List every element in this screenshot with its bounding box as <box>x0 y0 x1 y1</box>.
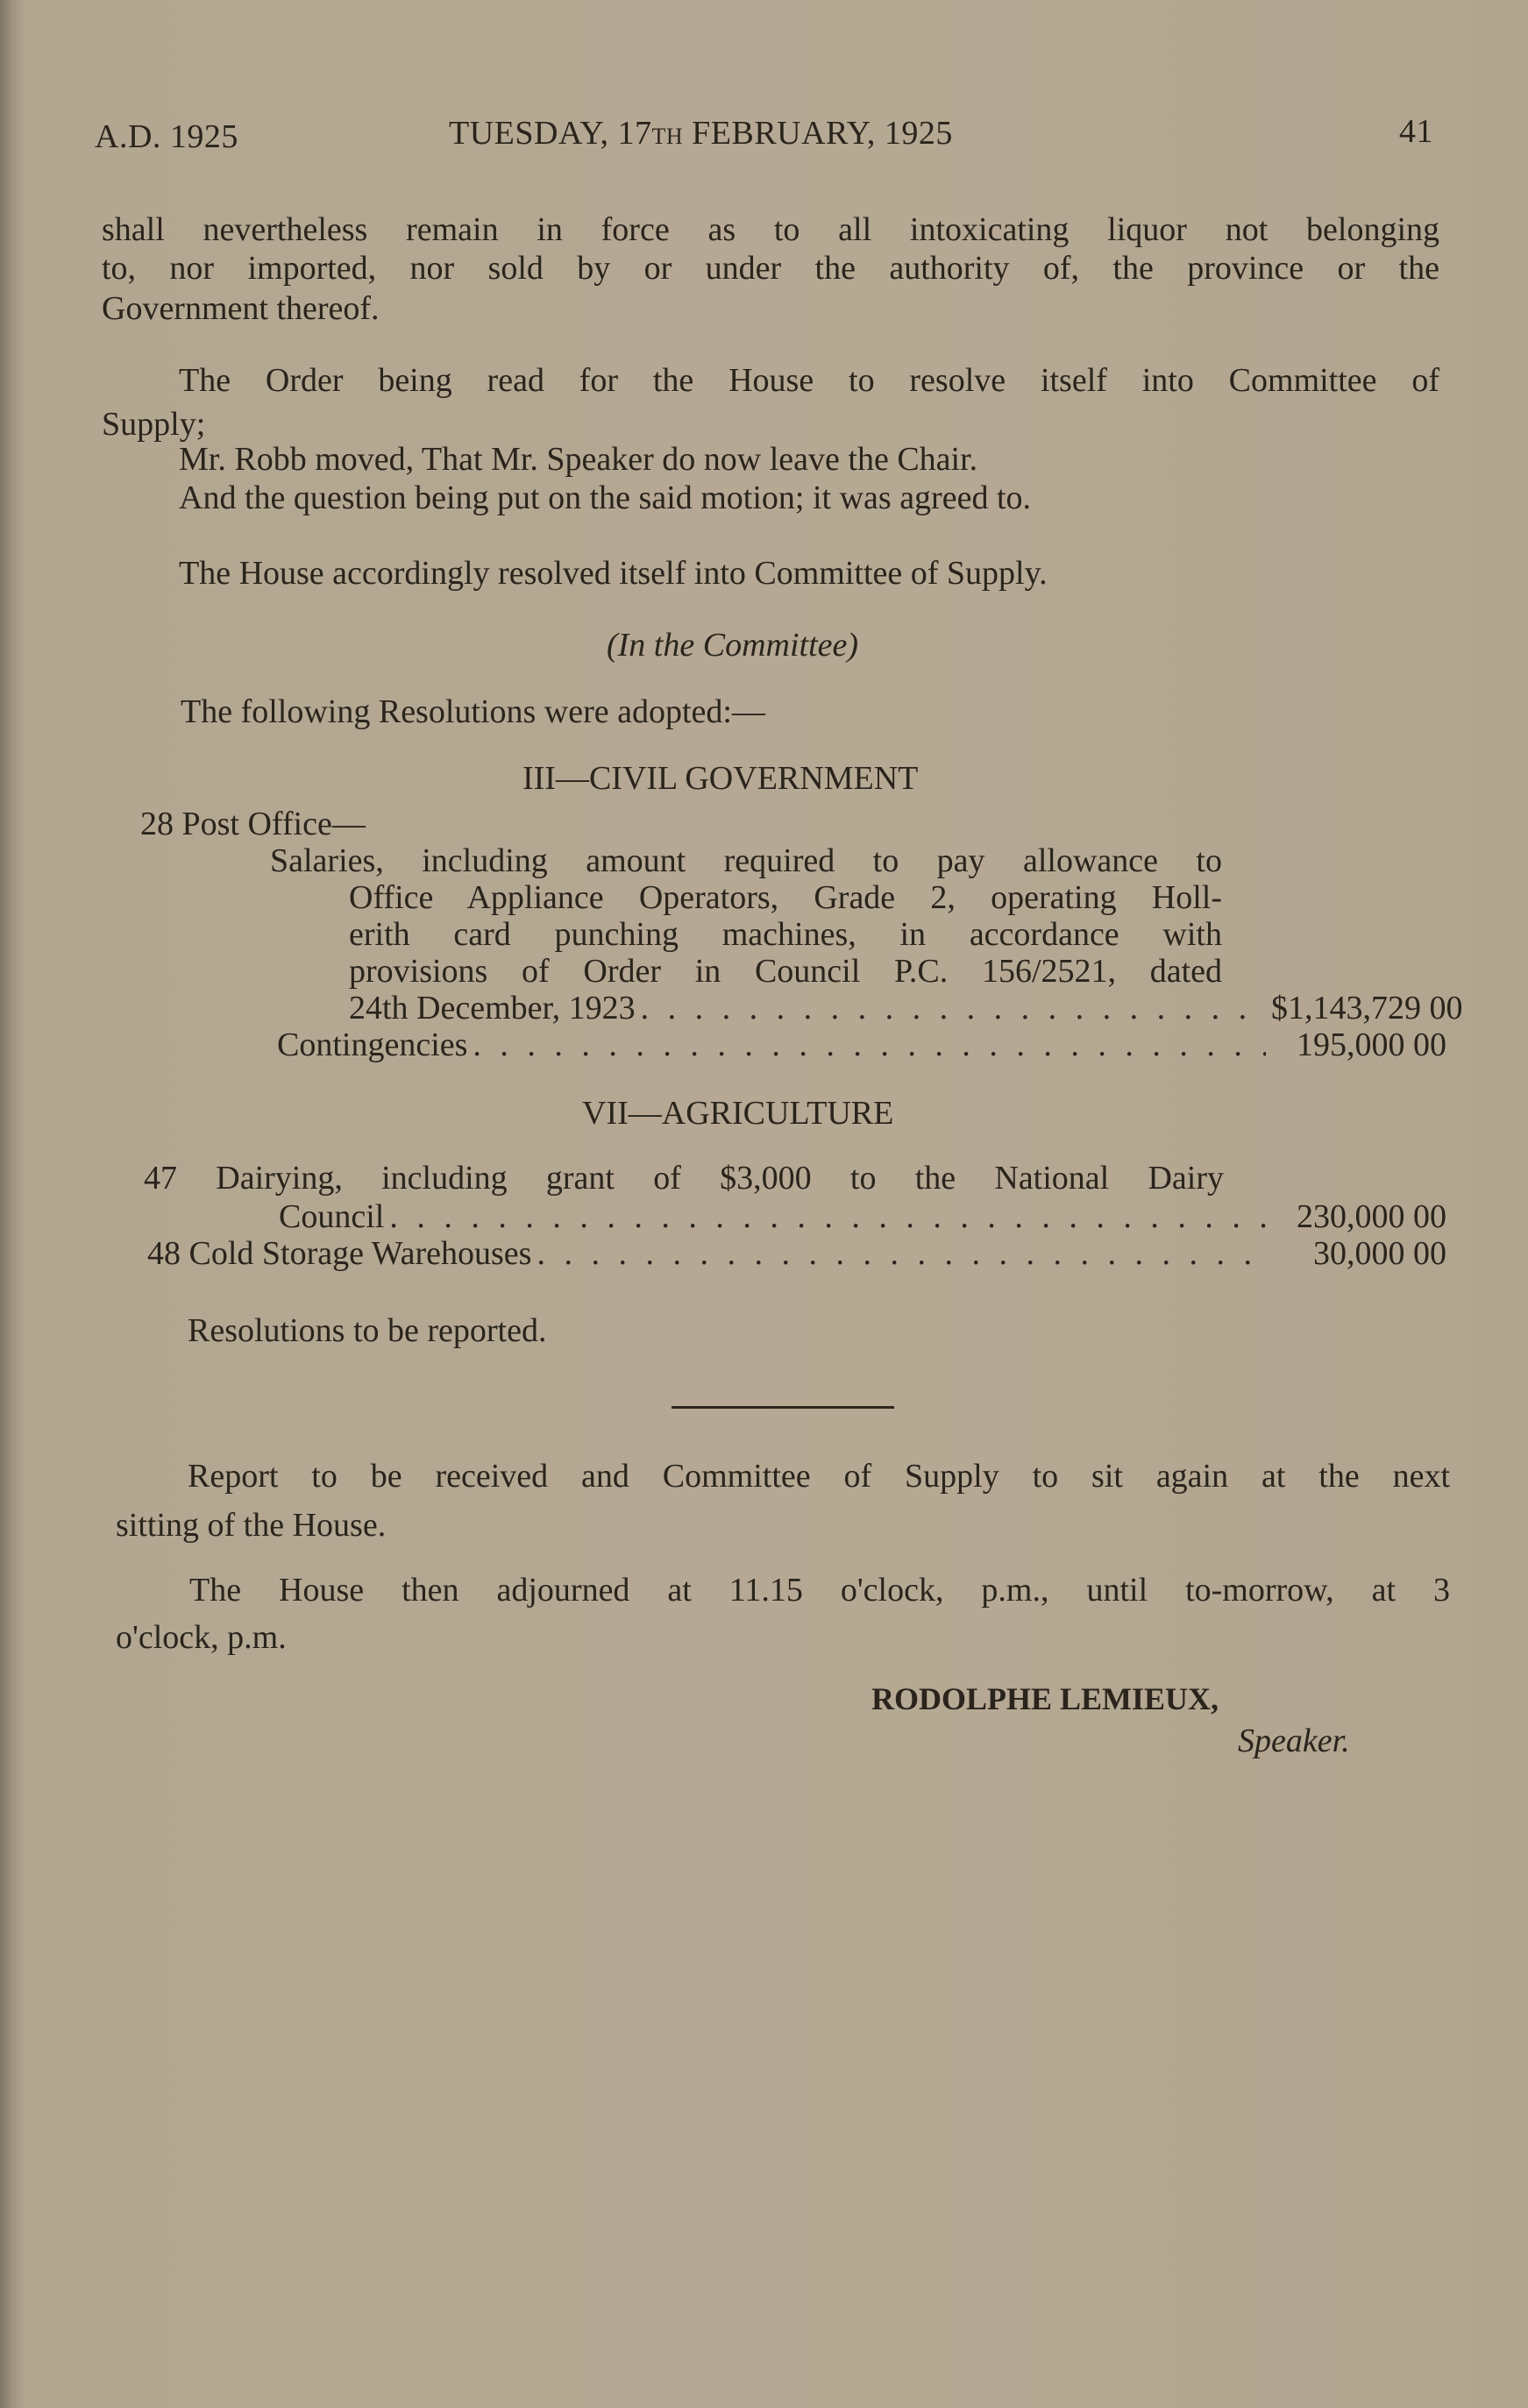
header-date-post: FEBRUARY, 1925 <box>683 115 953 152</box>
report-line1: Report to be received and Committee of Supply to sit again at the next <box>188 1458 1450 1495</box>
item-47-amount: 230,000 00 <box>1297 1198 1446 1235</box>
para6: The following Resolutions were adopted:— <box>181 693 765 730</box>
para1-line2: to, nor imported, nor sold by or under the authority of, the province or the <box>102 250 1439 287</box>
item-47-line2: Council <box>279 1198 385 1235</box>
item-48-row <box>147 1234 1446 1273</box>
salaries-line2: Office Appliance Operators, Grade 2, operating Holl- <box>349 879 1222 916</box>
para4: And the question being put on the said motion; it was agreed to. <box>179 479 1032 516</box>
adjourn-line1: The House then adjourned at 11.15 o'clock, p.m., until to-morrow, at 3 <box>189 1572 1450 1609</box>
page-number: 41 <box>1399 113 1433 150</box>
salaries-line4: provisions of Order in Council P.C. 156/2521, dated <box>349 953 1222 990</box>
item-48-label: 48 Cold Storage Warehouses <box>147 1235 532 1272</box>
dot-leader <box>641 989 1266 1027</box>
signatory-name: RODOLPHE LEMIEUX, <box>871 1681 1219 1716</box>
para5: The House accordingly resolved itself into Committee of Supply. <box>179 555 1048 592</box>
item-47-line1: 47 Dairying, including grant of $3,000 to the National Dairy <box>144 1160 1224 1197</box>
para3: Mr. Robb moved, That Mr. Speaker do now leave the Chair. <box>179 441 978 478</box>
salaries-line5-row <box>349 989 1463 1027</box>
item-28-title: 28 Post Office— <box>140 806 366 842</box>
dot-leader <box>537 1234 1266 1273</box>
dot-leader <box>473 1026 1266 1064</box>
contingencies-amount: 195,000 00 <box>1297 1026 1446 1063</box>
heading-agriculture: VII—AGRICULTURE <box>582 1095 894 1132</box>
resolutions-reported: Resolutions to be reported. <box>188 1312 547 1349</box>
para1-line1: shall nevertheless remain in force as to all intoxicating liquor not belonging <box>102 211 1439 248</box>
dot-leader <box>389 1197 1266 1236</box>
adjourn-line2: o'clock, p.m. <box>116 1619 287 1656</box>
header-date <box>449 114 953 153</box>
salaries-line3: erith card punching machines, in accordance with <box>349 916 1222 953</box>
para2-line1: The Order being read for the House to resolve itself into Committee of <box>179 362 1439 399</box>
salaries-line1: Salaries, including amount required to pay allowance to <box>270 842 1222 879</box>
report-line2: sitting of the House. <box>116 1507 387 1544</box>
heading-civil-government: III—CIVIL GOVERNMENT <box>522 760 919 797</box>
header-year: A.D. 1925 <box>95 118 238 155</box>
contingencies-row <box>277 1026 1446 1064</box>
item-48-amount: 30,000 00 <box>1313 1235 1446 1272</box>
signatory-title: Speaker. <box>1238 1723 1350 1759</box>
salaries-amount: $1,143,729 00 <box>1271 990 1463 1026</box>
header-date-pre: TUESDAY, 17 <box>449 115 652 152</box>
header-date-suffix: TH <box>651 124 684 149</box>
para2-line2: Supply; <box>102 406 206 443</box>
para1-line3: Government thereof. <box>102 290 380 327</box>
contingencies-label: Contingencies <box>277 1026 468 1063</box>
salaries-line5: 24th December, 1923 <box>349 990 636 1026</box>
committee-note: (In the Committee) <box>607 627 859 664</box>
item-47-row <box>279 1197 1446 1236</box>
section-divider <box>672 1406 894 1409</box>
